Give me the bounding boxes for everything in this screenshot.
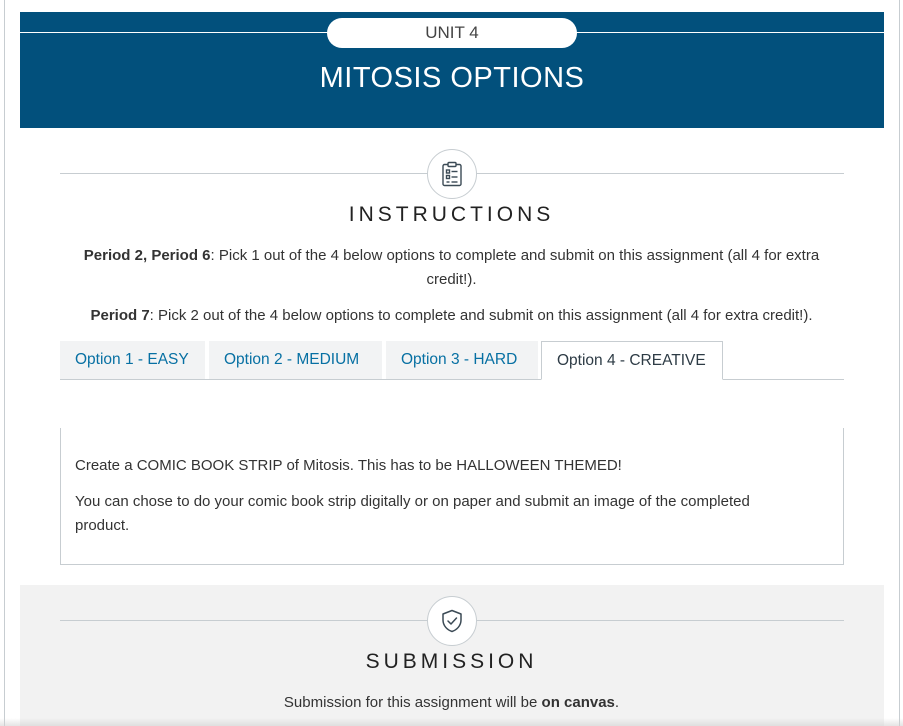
submission-text-end: . (614, 694, 620, 711)
instructions-heading: INSTRUCTIONS (348, 203, 555, 226)
submission-location: on canvas (541, 694, 615, 711)
period-2-6-text: : Pick 1 out of the 4 below options to complete and submit on this assignment (all 4 for extra (210, 247, 820, 264)
shield-check-icon (427, 596, 477, 646)
panel-details-line2: product. (75, 517, 130, 534)
page-title: MITOSIS OPTIONS (319, 62, 585, 94)
submission-heading: SUBMISSION (365, 650, 538, 673)
panel-task-text: Create a COMIC BOOK STRIP of Mitosis. This has to be HALLOWEEN THEMED! (75, 457, 622, 474)
clipboard-list-icon (427, 149, 477, 199)
submission-text (0, 691, 903, 715)
tab-option-4[interactable]: Option 4 - CREATIVE (541, 341, 723, 380)
unit-label: UNIT 4 (327, 18, 577, 48)
period-2-6-instructions (40, 244, 863, 292)
period-2-6-text-cont: credit!). (426, 271, 477, 288)
unit-banner (20, 12, 884, 128)
tab-option-1[interactable]: Option 1 - EASY (60, 341, 205, 379)
period-7-text: : Pick 2 out of the 4 below options to complete and submit on this assignment (all 4 for extra credit!). (149, 307, 813, 324)
tab-option-2[interactable]: Option 2 - MEDIUM (209, 341, 382, 379)
scroll-fade (0, 718, 903, 726)
period-7-instructions (40, 304, 863, 328)
option-tabs (60, 341, 844, 380)
tab-option-3[interactable]: Option 3 - HARD (386, 341, 538, 379)
panel-details-line1: You can chose to do your comic book strip digitally or on paper and submit an image of the completed (75, 493, 750, 510)
panel-details-text (75, 490, 815, 538)
period-2-6-label: Period 2, Period 6 (83, 247, 211, 264)
tab-panel-option-4 (60, 428, 844, 565)
submission-text-start: Submission for this assignment will be (283, 694, 542, 711)
period-7-label: Period 7 (90, 307, 150, 324)
